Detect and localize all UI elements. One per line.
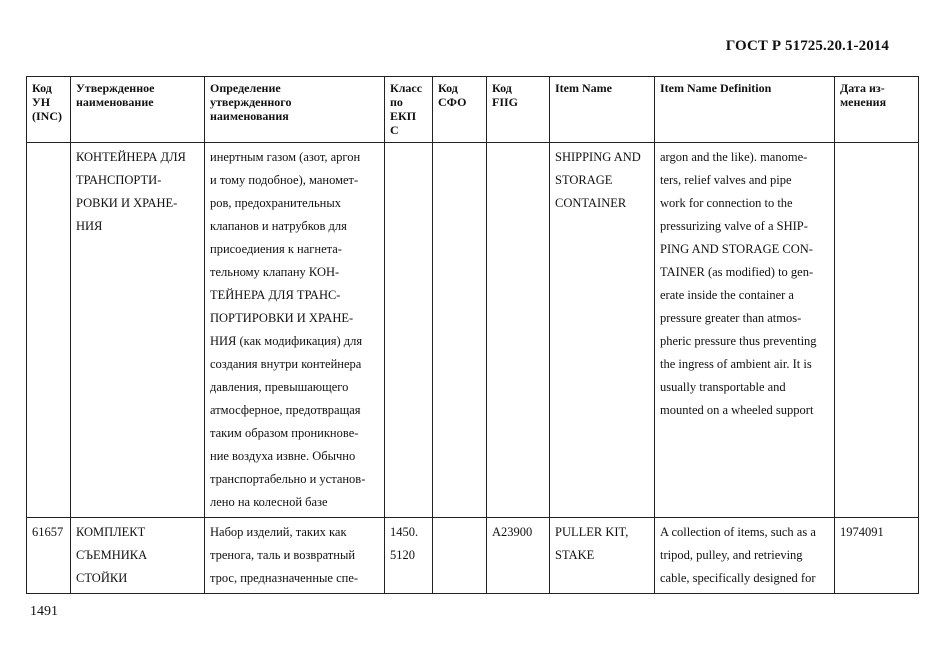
text-line: erate inside the container a: [660, 288, 794, 302]
text-line: Дата из-: [840, 81, 885, 95]
text-line: ПОРТИРОВКИ И ХРАНЕ-: [210, 311, 354, 325]
header-definition: [205, 77, 385, 143]
cell-inc: [27, 143, 71, 518]
text-line: тельному клапану КОН-: [210, 265, 340, 279]
text-line: ТЕЙНЕРА ДЛЯ ТРАНС-: [210, 288, 341, 302]
text-line: 5120: [390, 548, 415, 562]
header-inc: [27, 77, 71, 143]
cell-item-name: [550, 143, 655, 518]
text-line: СТОЙКИ: [76, 571, 128, 585]
text-line: Определение: [210, 81, 281, 95]
header-item-name: [550, 77, 655, 143]
text-line: A collection of items, such as a: [660, 525, 816, 539]
cell-item-definition: [655, 518, 835, 594]
header-class: [385, 77, 433, 143]
text-line: 1974091: [840, 525, 884, 539]
text-line: клапанов и натрубков для: [210, 219, 347, 233]
text-line: присоедиения к нагнета-: [210, 242, 342, 256]
text-line: argon and the like). manome-: [660, 150, 808, 164]
text-line: PING AND STORAGE CON-: [660, 242, 813, 256]
cell-sfo: [433, 518, 487, 594]
document-code: ГОСТ Р 51725.20.1-2014: [725, 38, 889, 54]
text-line: work for connection to the: [660, 196, 793, 210]
text-line: тренога, таль и возвратный: [210, 548, 356, 562]
table-row: [27, 518, 919, 594]
cell-fiig: [487, 518, 550, 594]
cell-inc: [27, 518, 71, 594]
text-line: cable, specifically designed for: [660, 571, 816, 585]
cell-fiig: [487, 143, 550, 518]
text-line: ние воздуха извне. Обычно: [210, 449, 356, 463]
text-line: ЕКП: [390, 109, 417, 123]
text-line: КОНТЕЙНЕРА ДЛЯ: [76, 150, 186, 164]
text-line: pressure greater than atmos-: [660, 311, 802, 325]
header-date: [835, 77, 919, 143]
text-line: инертным газом (азот, аргон: [210, 150, 361, 164]
text-line: менения: [840, 95, 887, 109]
text-line: mounted on a wheeled support: [660, 403, 814, 417]
text-line: Утвержденное: [76, 81, 155, 95]
cell-date: [835, 143, 919, 518]
header-sfo: [433, 77, 487, 143]
text-line: давления, превышающего: [210, 380, 349, 394]
text-line: Класс: [390, 81, 423, 95]
text-line: транспортабельно и установ-: [210, 472, 366, 486]
gost-table: [26, 76, 919, 594]
cell-approved-name: [71, 143, 205, 518]
text-line: FIIG: [492, 95, 519, 109]
text-line: трос, предназначенные спе-: [210, 571, 359, 585]
text-line: SHIPPING AND: [555, 150, 641, 164]
header-approved-name: [71, 77, 205, 143]
text-line: A23900: [492, 525, 533, 539]
text-line: наименование: [76, 95, 154, 109]
cell-item-name: [550, 518, 655, 594]
text-line: Код: [438, 81, 458, 95]
text-line: НИЯ (как модификация) для: [210, 334, 363, 348]
text-line: создания внутри контейнера: [210, 357, 362, 371]
text-line: tripod, pulley, and retrieving: [660, 548, 803, 562]
cell-definition: [205, 518, 385, 594]
text-line: С: [390, 123, 399, 137]
cell-class: [385, 143, 433, 518]
text-line: КОМПЛЕКТ: [76, 525, 146, 539]
table-header-row: [27, 77, 919, 143]
page-number: 1491: [30, 604, 58, 619]
text-line: УН: [32, 95, 51, 109]
text-line: РОВКИ И ХРАНЕ-: [76, 196, 178, 210]
text-line: usually transportable and: [660, 380, 786, 394]
text-line: ters, relief valves and pipe: [660, 173, 792, 187]
text-line: pheric pressure thus preventing: [660, 334, 817, 348]
text-line: PULLER KIT,: [555, 525, 629, 539]
text-line: the ingress of ambient air. It is: [660, 357, 812, 371]
text-line: наименования: [210, 109, 289, 123]
header-fiig: [487, 77, 550, 143]
text-line: pressurizing valve of a SHIP-: [660, 219, 808, 233]
text-line: ТРАНСПОРТИ-: [76, 173, 162, 187]
text-line: СФО: [438, 95, 467, 109]
text-line: Item Name: [555, 81, 612, 95]
text-line: Код: [32, 81, 52, 95]
header-item-definition: [655, 77, 835, 143]
cell-class: [385, 518, 433, 594]
text-line: Набор изделий, таких как: [210, 525, 347, 539]
cell-approved-name: [71, 518, 205, 594]
text-line: Код: [492, 81, 512, 95]
text-line: STORAGE: [555, 173, 613, 187]
text-line: таким образом проникнове-: [210, 426, 359, 440]
text-line: 61657: [32, 525, 64, 539]
table-row: [27, 143, 919, 518]
text-line: по: [390, 95, 403, 109]
text-line: CONTAINER: [555, 196, 627, 210]
cell-definition: [205, 143, 385, 518]
text-line: НИЯ: [76, 219, 103, 233]
cell-sfo: [433, 143, 487, 518]
text-line: утвержденного: [210, 95, 292, 109]
cell-item-definition: [655, 143, 835, 518]
cell-date: [835, 518, 919, 594]
text-line: ров, предохранительных: [210, 196, 341, 210]
text-line: (INC): [32, 109, 62, 123]
text-line: атмосферное, предотвращая: [210, 403, 361, 417]
text-line: 1450.: [390, 525, 419, 539]
text-line: STAKE: [555, 548, 595, 562]
text-line: лено на колесной базе: [210, 495, 328, 509]
text-line: СЪЕМНИКА: [76, 548, 148, 562]
text-line: TAINER (as modified) to gen-: [660, 265, 814, 279]
text-line: Item Name Definition: [660, 81, 772, 95]
text-line: и тому подобное), маномет-: [210, 173, 359, 187]
